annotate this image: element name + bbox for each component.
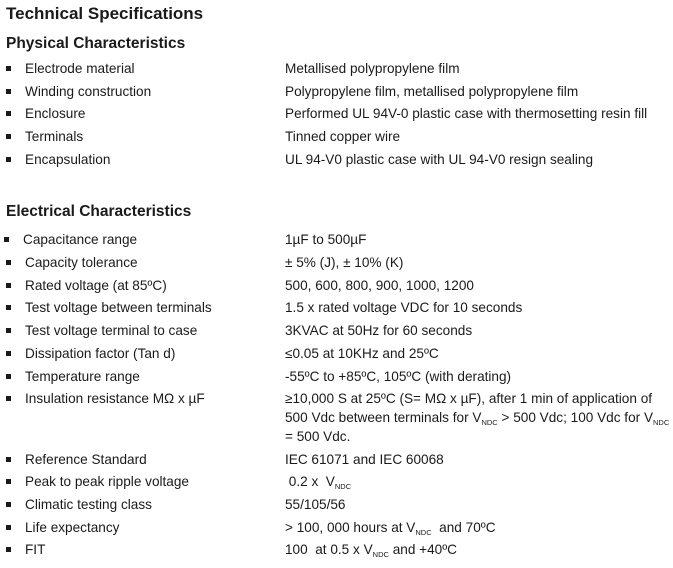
spec-value: ≤0.05 at 10KHz and 25ºC: [285, 346, 439, 361]
bullet-icon: [6, 525, 11, 530]
spec-label: Rated voltage (at 85ºC): [25, 278, 167, 293]
spec-label: Capacity tolerance: [25, 255, 138, 270]
bullet-icon: [6, 396, 11, 401]
spec-label: Life expectancy: [25, 520, 120, 535]
spec-label: Temperature range: [25, 369, 140, 384]
spec-value: 1.5 x rated voltage VDC for 10 seconds: [285, 300, 523, 315]
physical-heading: Physical Characteristics: [6, 35, 186, 52]
spec-label: Capacitance range: [23, 232, 138, 247]
spec-value: -55ºC to +85ºC, 105ºC (with derating): [285, 369, 512, 384]
spec-label: Winding construction: [25, 84, 152, 99]
bullet-icon: [6, 328, 11, 333]
bullet-icon: [6, 479, 11, 484]
bullet-icon: [6, 547, 11, 552]
spec-label: Peak to peak ripple voltage: [25, 474, 189, 489]
spec-label: Terminals: [25, 129, 84, 144]
bullet-icon: [6, 283, 11, 288]
bullet-icon: [4, 237, 9, 242]
spec-row: [0, 389, 673, 449]
page-title: Technical Specifications: [6, 4, 204, 23]
bullet-icon: [6, 305, 11, 310]
spec-label: Reference Standard: [25, 452, 147, 467]
bullet-icon: [6, 351, 11, 356]
spec-label: FIT: [25, 542, 46, 557]
spec-label: Insulation resistance MΩ x µF: [25, 391, 205, 406]
spec-value: Polypropylene film, metallised polypropylene film: [285, 84, 579, 99]
bullet-icon: [6, 260, 11, 265]
bullet-icon: [6, 89, 11, 94]
bullet-icon: [6, 66, 11, 71]
spec-value: ≥10,000 S at 25ºC (S= MΩ x µF), after 1 min of application of 500 Vdc between terminals for $V_{NDC} > 500$ Vdc; 100 Vdc for $V_{NDC} = 500$ Vdc.: [285, 391, 670, 444]
spec-value: 3KVAC at 50Hz for 60 seconds: [285, 323, 473, 338]
electrical-heading: Electrical Characteristics: [6, 203, 192, 220]
bullet-icon: [6, 111, 11, 116]
bullet-icon: [6, 457, 11, 462]
spec-label: Dissipation factor (Tan d): [25, 346, 176, 361]
bullet-icon: [6, 157, 11, 162]
spec-value: IEC 61071 and IEC 60068: [285, 452, 444, 467]
spec-value: 500, 600, 800, 900, 1000, 1200: [285, 278, 474, 293]
spec-value: UL 94-V0 plastic case with UL 94-V0 resign sealing: [285, 152, 594, 167]
spec-value: Metallised polypropylene film: [285, 61, 460, 76]
spec-label: Enclosure: [25, 106, 86, 121]
spec-label: Electrode material: [25, 61, 135, 76]
spec-value: > 100, 000 hours at $V_{NDC}$ and 70ºC: [285, 520, 496, 537]
bullet-icon: [6, 502, 11, 507]
spec-label: Test voltage between terminals: [25, 300, 212, 315]
spec-value: 100 at 0.5 x $V_{NDC}$ and +40ºC: [285, 542, 457, 559]
spec-value: 55/105/56: [285, 497, 346, 512]
bullet-icon: [6, 374, 11, 379]
spec-label: Test voltage terminal to case: [25, 323, 198, 338]
bullet-icon: [6, 134, 11, 139]
spec-value: ± 5% (J), ± 10% (K): [285, 255, 404, 270]
spec-label: Encapsulation: [25, 152, 111, 167]
spec-value: 0.2 x $V_{NDC}$: [285, 474, 352, 491]
spec-label: Climatic testing class: [25, 497, 152, 512]
spec-value: Tinned copper wire: [285, 129, 401, 144]
spec-value: 1µF to 500µF: [285, 232, 367, 247]
spec-value: Performed UL 94V-0 plastic case with thermosetting resin fill: [285, 106, 648, 121]
